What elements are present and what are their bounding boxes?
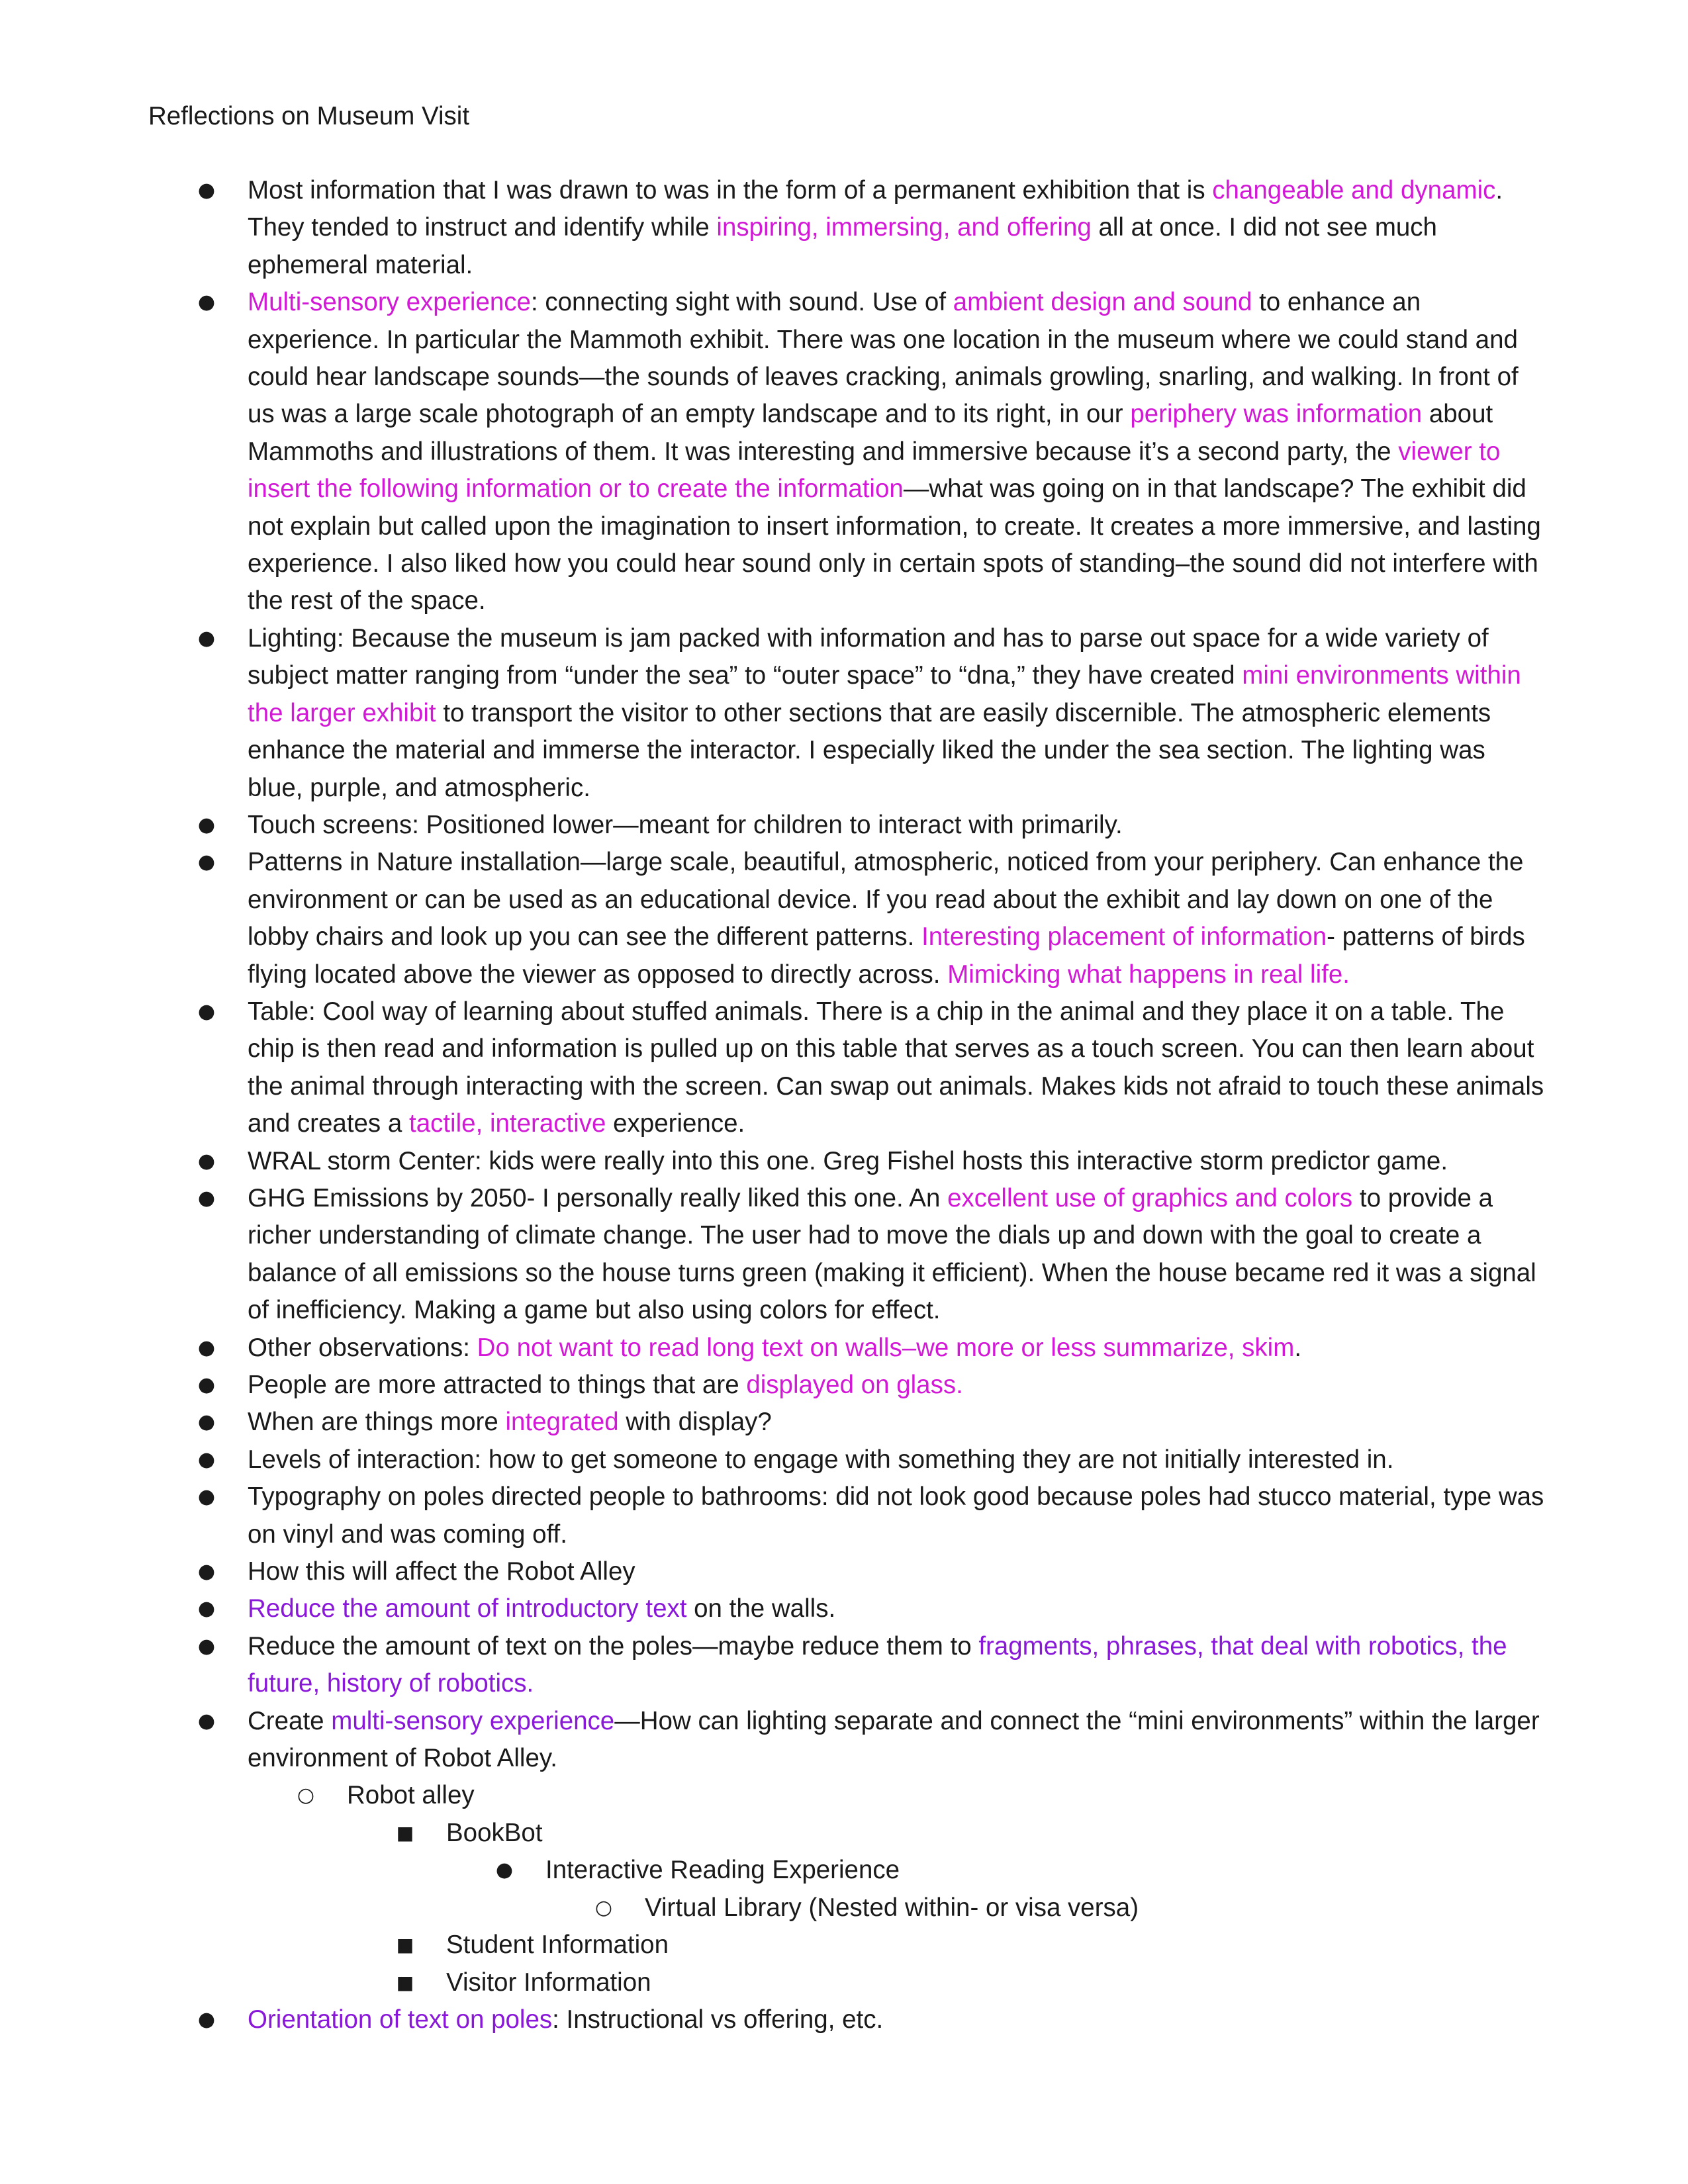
list-item <box>148 1927 1545 1964</box>
list-item <box>148 1628 1545 1703</box>
list-item <box>148 1180 1545 1330</box>
document-title: Reflections on Museum Visit <box>148 102 470 130</box>
bullet-disc-icon: ● <box>197 850 216 874</box>
bullet-disc-icon: ● <box>197 1597 216 1621</box>
item-text: Interactive Reading Experience <box>545 1856 900 1885</box>
item-text: . They tended to instruct and identify while <box>248 176 1503 242</box>
list-item <box>148 620 1545 807</box>
bullet-disc-icon: ● <box>197 291 216 314</box>
item-text: : connecting sight with sound. Use of <box>530 288 953 317</box>
item-text: Other observations: <box>248 1333 477 1362</box>
list-item <box>148 1143 1545 1180</box>
item-text: BookBot <box>446 1818 543 1847</box>
highlighted-text: multi-sensory experience <box>331 1706 615 1735</box>
list-item <box>148 1479 1545 1553</box>
bullet-disc-icon: ● <box>197 999 216 1023</box>
bullet-square-icon: ■ <box>396 1821 414 1844</box>
bullet-disc-icon: ● <box>197 1634 216 1658</box>
highlighted-text: excellent use of graphics and colors <box>947 1183 1353 1212</box>
highlighted-text: integrated <box>505 1408 619 1437</box>
list-item <box>148 172 1545 284</box>
item-text: to enhance an experience. In particular the Mammoth exhibit. There was one location in the museum where we could stand and could hear landscape sounds—the sounds of leaves cracking, animals growling, snarling, and walking. In front of us was a large scale photograph of an empty landscape and to its right, in our <box>248 288 1519 429</box>
item-text: experience. <box>606 1109 745 1138</box>
bullet-circle-icon: ○ <box>297 1784 315 1807</box>
list-item <box>148 1441 1545 1479</box>
item-text: How this will affect the Robot Alley <box>248 1557 635 1586</box>
bullet-disc-icon: ● <box>197 1410 216 1434</box>
item-text: People are more attracted to things that are <box>248 1371 747 1399</box>
bullet-square-icon: ■ <box>396 1934 414 1956</box>
highlighted-text: Orientation of text on poles <box>248 2005 553 2034</box>
highlighted-text: Mimicking what happens in real life. <box>947 960 1350 989</box>
bullet-disc-icon: ● <box>197 1485 216 1509</box>
item-text: to provide a richer understanding of climate change. The user had to move the dials up and down with the goal to create a balance of all emissions so the house turns green (making it efficient). When the house became red it was a signal of inefficiency. Making a game but also using colors for effect. <box>248 1183 1536 1325</box>
bullet-disc-icon: ● <box>197 1186 216 1210</box>
item-text: WRAL storm Center: kids were really into this one. Greg Fishel hosts this interactive storm predictor game. <box>248 1146 1448 1175</box>
list-item <box>148 284 1545 620</box>
item-text: Virtual Library (Nested within- or visa versa) <box>645 1893 1139 1922</box>
highlighted-text: tactile, interactive <box>409 1109 606 1138</box>
highlighted-text: Reduce the amount of introductory text <box>248 1594 687 1623</box>
list-item <box>148 1815 1545 1852</box>
item-text: Create <box>248 1706 332 1735</box>
item-text: Visitor Information <box>446 1968 651 1997</box>
list-item <box>148 807 1545 844</box>
item-text: Student Information <box>446 1931 669 1960</box>
list-item <box>148 844 1545 993</box>
item-text: Touch screens: Positioned lower—meant for children to interact with primarily. <box>248 810 1123 839</box>
highlighted-text: displayed on glass. <box>746 1371 963 1399</box>
list-item <box>148 1404 1545 1441</box>
highlighted-text: inspiring, immersing, and offering <box>716 213 1092 242</box>
item-text: all at once. I did not see much ephemeral material. <box>248 213 1437 279</box>
bullet-disc-icon: ● <box>197 179 216 202</box>
item-text: —How can lighting separate and connect the “mini environments” within the larger environment of Robot Alley. <box>248 1706 1540 1773</box>
item-text: - patterns of birds flying located above the viewer as opposed to directly across. <box>248 923 1525 989</box>
item-text: with display? <box>618 1408 772 1437</box>
item-text: Table: Cool way of learning about stuffed animals. There is a chip in the animal and they place it on a table. The chip is then read and information is pulled up on this table that serves as a touch screen. You can then learn about the animal through interacting with the screen. Can swap out animals. Makes kids not afraid to touch these animals and creates a <box>248 997 1544 1138</box>
list-item <box>148 993 1545 1143</box>
bullet-square-icon: ■ <box>396 1971 414 1993</box>
list-item <box>148 1777 1545 1814</box>
bullet-disc-icon: ● <box>197 1560 216 1584</box>
item-text: GHG Emissions by 2050- I personally really liked this one. An <box>248 1183 948 1212</box>
highlighted-text: viewer to insert the following information or to create the information <box>248 437 1501 504</box>
item-text: on the walls. <box>686 1594 836 1623</box>
highlighted-text: ambient design and sound <box>953 288 1252 317</box>
highlighted-text: periphery was information <box>1130 400 1423 429</box>
item-text: Levels of interaction: how to get someone to engage with something they are not initially interested in. <box>248 1445 1394 1474</box>
list-item <box>148 1590 1545 1627</box>
item-text: When are things more <box>248 1408 506 1437</box>
item-text: Typography on poles directed people to bathrooms: did not look good because poles had stucco material, type was on vinyl and was coming off. <box>248 1482 1544 1549</box>
item-text: : Instructional vs offering, etc. <box>552 2005 884 2034</box>
bullet-circle-icon: ○ <box>594 1895 613 1919</box>
bullet-disc-icon: ● <box>197 626 216 650</box>
bullet-list <box>148 172 1545 2038</box>
bullet-disc-icon: ● <box>197 2007 216 2031</box>
list-item <box>148 1703 1545 1778</box>
item-text: to transport the visitor to other sections that are easily discernible. The atmospheric elements enhance the material and immerse the interactor. I especially liked the under the sea section. The lighting was blue, purple, and atmospheric. <box>248 698 1491 802</box>
highlighted-text: changeable and dynamic <box>1212 176 1496 205</box>
item-text: Most information that I was drawn to was in the form of a permanent exhibition that is <box>248 176 1213 205</box>
item-text: Reduce the amount of text on the poles—maybe reduce them to <box>248 1631 979 1661</box>
highlighted-text: fragments, phrases, that deal with robotics, the future, history of robotics. <box>248 1631 1507 1698</box>
bullet-disc-icon: ● <box>197 813 216 837</box>
list-item <box>148 1964 1545 2001</box>
item-text: about Mammoths and illustrations of them. It was interesting and immersive because it’s a second party, the <box>248 400 1493 466</box>
highlighted-text: Do not want to read long text on walls–we more or less summarize, skim <box>477 1333 1295 1362</box>
bullet-disc-icon: ● <box>197 1336 216 1359</box>
bullet-disc-icon: ● <box>197 1373 216 1396</box>
list-item <box>148 1852 1545 1889</box>
item-text: Robot alley <box>347 1781 475 1810</box>
bullet-disc-icon: ● <box>197 1149 216 1173</box>
item-text: Lighting: Because the museum is jam packed with information and has to parse out space for a wide variety of subject matter ranging from “under the sea” to “outer space” to “dna,” they have created <box>248 623 1489 690</box>
highlighted-text: mini environments within the larger exhibit <box>248 661 1521 727</box>
bullet-disc-icon: ● <box>197 1709 216 1733</box>
list-item <box>148 2001 1545 2038</box>
list-item <box>148 1330 1545 1367</box>
list-item <box>148 1889 1545 1927</box>
bullet-disc-icon: ● <box>197 1447 216 1471</box>
highlighted-text: Multi-sensory experience <box>248 288 531 317</box>
list-item <box>148 1553 1545 1590</box>
item-text: —what was going on in that landscape? The exhibit did not explain but called upon the imagination to insert information, to create. It creates a more immersive, and lasting experience. I also liked how you could hear sound only in certain spots of standing–the sound did not interfere with the rest of the space. <box>248 475 1541 615</box>
bullet-disc-icon: ● <box>495 1858 514 1882</box>
item-text: . <box>1294 1333 1302 1362</box>
highlighted-text: Interesting placement of information <box>921 923 1327 952</box>
list-item <box>148 1367 1545 1404</box>
item-text: Patterns in Nature installation—large scale, beautiful, atmospheric, noticed from your periphery. Can enhance the environment or can be used as an educational device. If you read about the exhibit and lay down on one of the lobby chairs and look up you can see the different patterns. <box>248 848 1524 952</box>
